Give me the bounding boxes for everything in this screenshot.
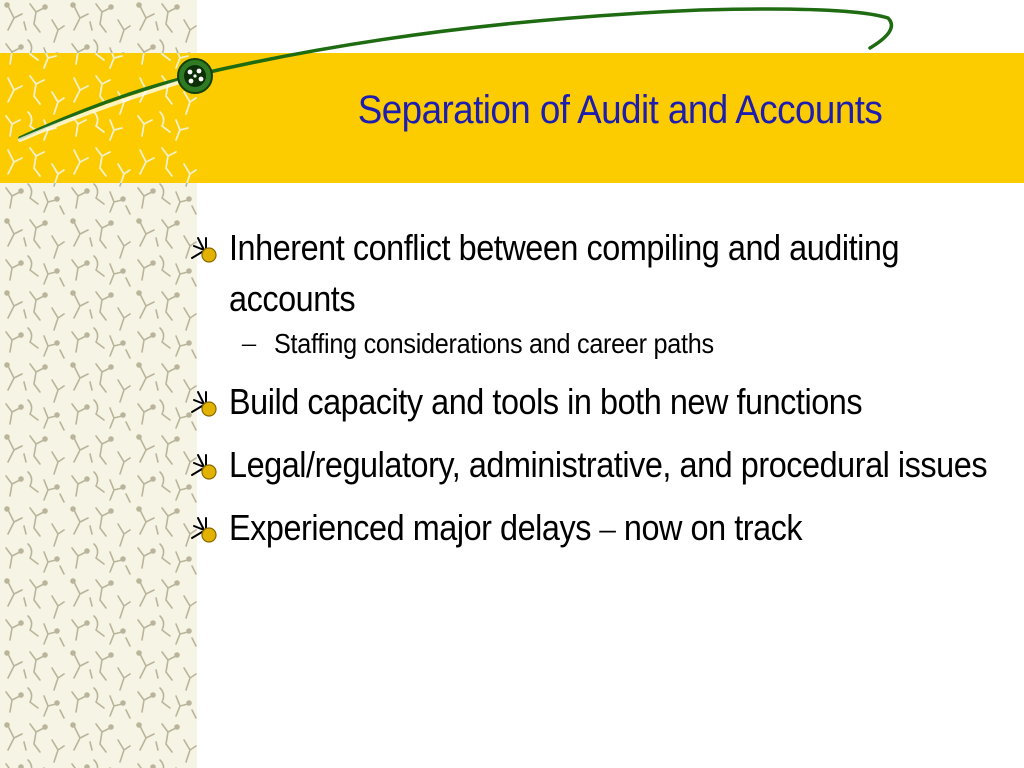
sub-bullet-text: Staffing considerations and career paths xyxy=(274,328,714,359)
bullet-item xyxy=(188,502,1008,554)
sparkle-bullet-icon xyxy=(190,390,220,420)
bullet-text: Legal/regulatory, administrative, and procedural issues xyxy=(229,444,988,485)
bullet-item xyxy=(188,222,1008,324)
sparkle-bullet-icon xyxy=(190,453,220,483)
sub-bullet-item xyxy=(188,324,1008,364)
bullet-text-after: now on track xyxy=(623,507,803,548)
bullet-text xyxy=(229,502,1007,554)
bullet-dash: – xyxy=(599,508,616,548)
globe-emblem-icon xyxy=(178,59,212,93)
sparkle-bullet-icon xyxy=(190,236,220,266)
bullet-text-before: Experienced major delays xyxy=(229,507,591,548)
sub-bullet-dash: – xyxy=(242,328,256,359)
bullet-item xyxy=(188,439,1008,490)
bullet-list xyxy=(188,222,1008,554)
page-title: Separation of Audit and Accounts xyxy=(357,88,883,132)
bullet-item xyxy=(188,376,1008,427)
sparkle-bullet-icon xyxy=(190,516,220,546)
bullet-text: Inherent conflict between compiling and auditing accounts xyxy=(229,227,900,319)
bullet-text: Build capacity and tools in both new functions xyxy=(229,381,863,422)
